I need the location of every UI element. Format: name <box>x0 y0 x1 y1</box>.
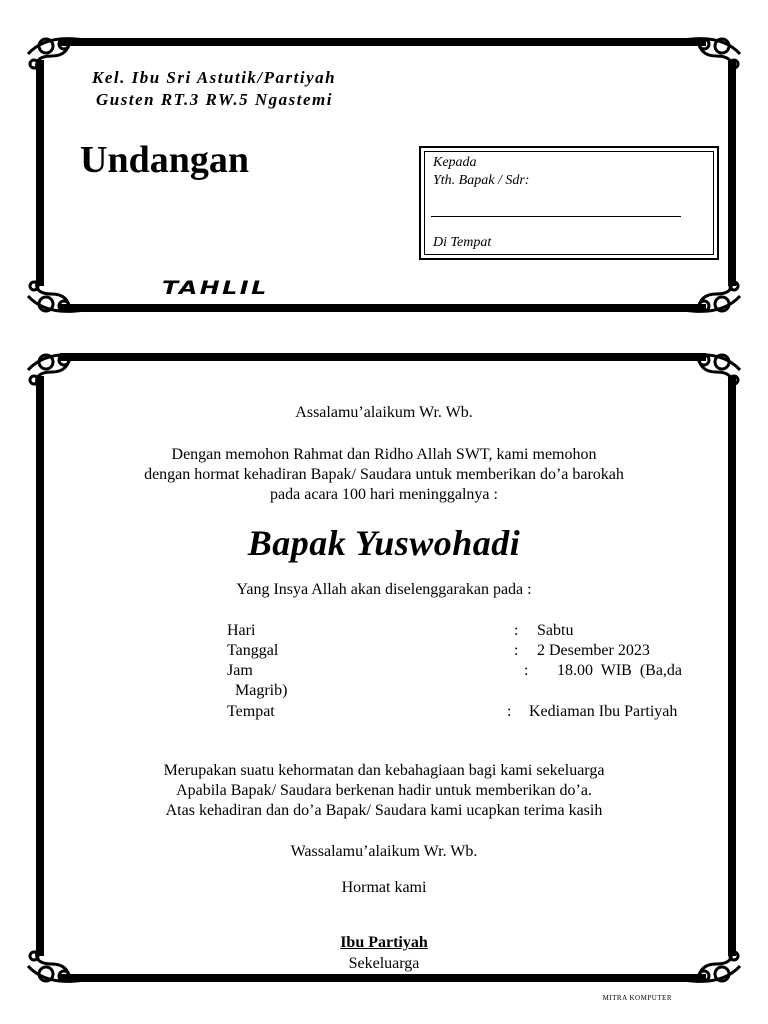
closing-line-3: Atas kehadiran dan do’a Bapak/ Saudara kami ucapkan terima kasih <box>165 802 603 819</box>
sender-name: Kel. Ibu Sri Astutik/Partiyah <box>92 68 337 87</box>
farewell: Wassalamu’alaikum Wr. Wb. <box>290 843 478 860</box>
address-place: Di Tempat <box>433 235 492 250</box>
closing-line-1: Merupakan suatu kehormatan dan kebahagiaan bagi kami sekeluarga <box>163 762 605 779</box>
cover-frame-bottom-border <box>60 304 706 312</box>
deceased-name: Bapak Yuswohadi <box>247 523 521 563</box>
intro-line-1: Dengan memohon Rahmat dan Ridho Allah SWT, kami memohon <box>171 446 597 463</box>
detail-label-time: Jam <box>227 662 253 679</box>
footer-credit: MITRA KOMPUTER <box>602 994 672 1002</box>
detail-value-day: Sabtu <box>537 622 574 639</box>
detail-value-time-cont: Magrib) <box>235 682 288 699</box>
closing-line-2: Apabila Bapak/ Saudara berkenan hadir untuk memberikan do’a. <box>176 782 592 799</box>
cover-frame-right-border <box>728 60 736 286</box>
cover-frame-top-border <box>60 38 706 46</box>
letter-frame-bottom-border <box>60 974 706 982</box>
address-box <box>419 146 719 260</box>
detail-colon: : <box>507 703 512 720</box>
detail-label-place: Tempat <box>227 703 275 720</box>
corner-ornament-icon <box>24 350 88 390</box>
detail-colon: : <box>524 662 529 679</box>
corner-ornament-icon <box>24 34 88 74</box>
intro-line-3: pada acara 100 hari meninggalnya : <box>270 486 498 503</box>
detail-colon: : <box>514 622 519 639</box>
detail-value-date: 2 Desember 2023 <box>537 642 650 659</box>
address-recipient: Yth. Bapak / Sdr: <box>433 173 530 188</box>
invitation-title: Undangan <box>80 139 249 181</box>
held-on-text: Yang Insya Allah akan diselenggarakan pada : <box>236 581 532 598</box>
corner-ornament-icon <box>680 276 744 316</box>
corner-ornament-icon <box>680 350 744 390</box>
detail-value-time: 18.00 WIB (Ba,da <box>557 662 683 679</box>
event-label: TAHLIL <box>162 277 269 299</box>
regards: Hormat kami <box>341 879 427 896</box>
detail-value-place: Kediaman Ibu Partiyah <box>529 703 678 720</box>
greeting: Assalamu’alaikum Wr. Wb. <box>295 404 473 421</box>
cover-frame-left-border <box>36 60 44 286</box>
letter-frame-top-border <box>60 353 706 361</box>
address-write-line <box>431 216 681 217</box>
detail-label-date: Tanggal <box>227 642 279 659</box>
detail-colon: : <box>514 642 519 659</box>
address-to: Kepada <box>433 155 477 170</box>
corner-ornament-icon <box>680 34 744 74</box>
signer-name-text: Ibu Partiyah <box>340 934 428 951</box>
intro-line-2: dengan hormat kehadiran Bapak/ Saudara untuk memberikan do’a barokah <box>144 466 624 483</box>
signer-family: Sekeluarga <box>348 955 420 972</box>
sender-address: Gusten RT.3 RW.5 Ngastemi <box>96 90 333 109</box>
detail-label-day: Hari <box>227 622 256 639</box>
corner-ornament-icon <box>24 276 88 316</box>
signer-name <box>0 934 768 952</box>
